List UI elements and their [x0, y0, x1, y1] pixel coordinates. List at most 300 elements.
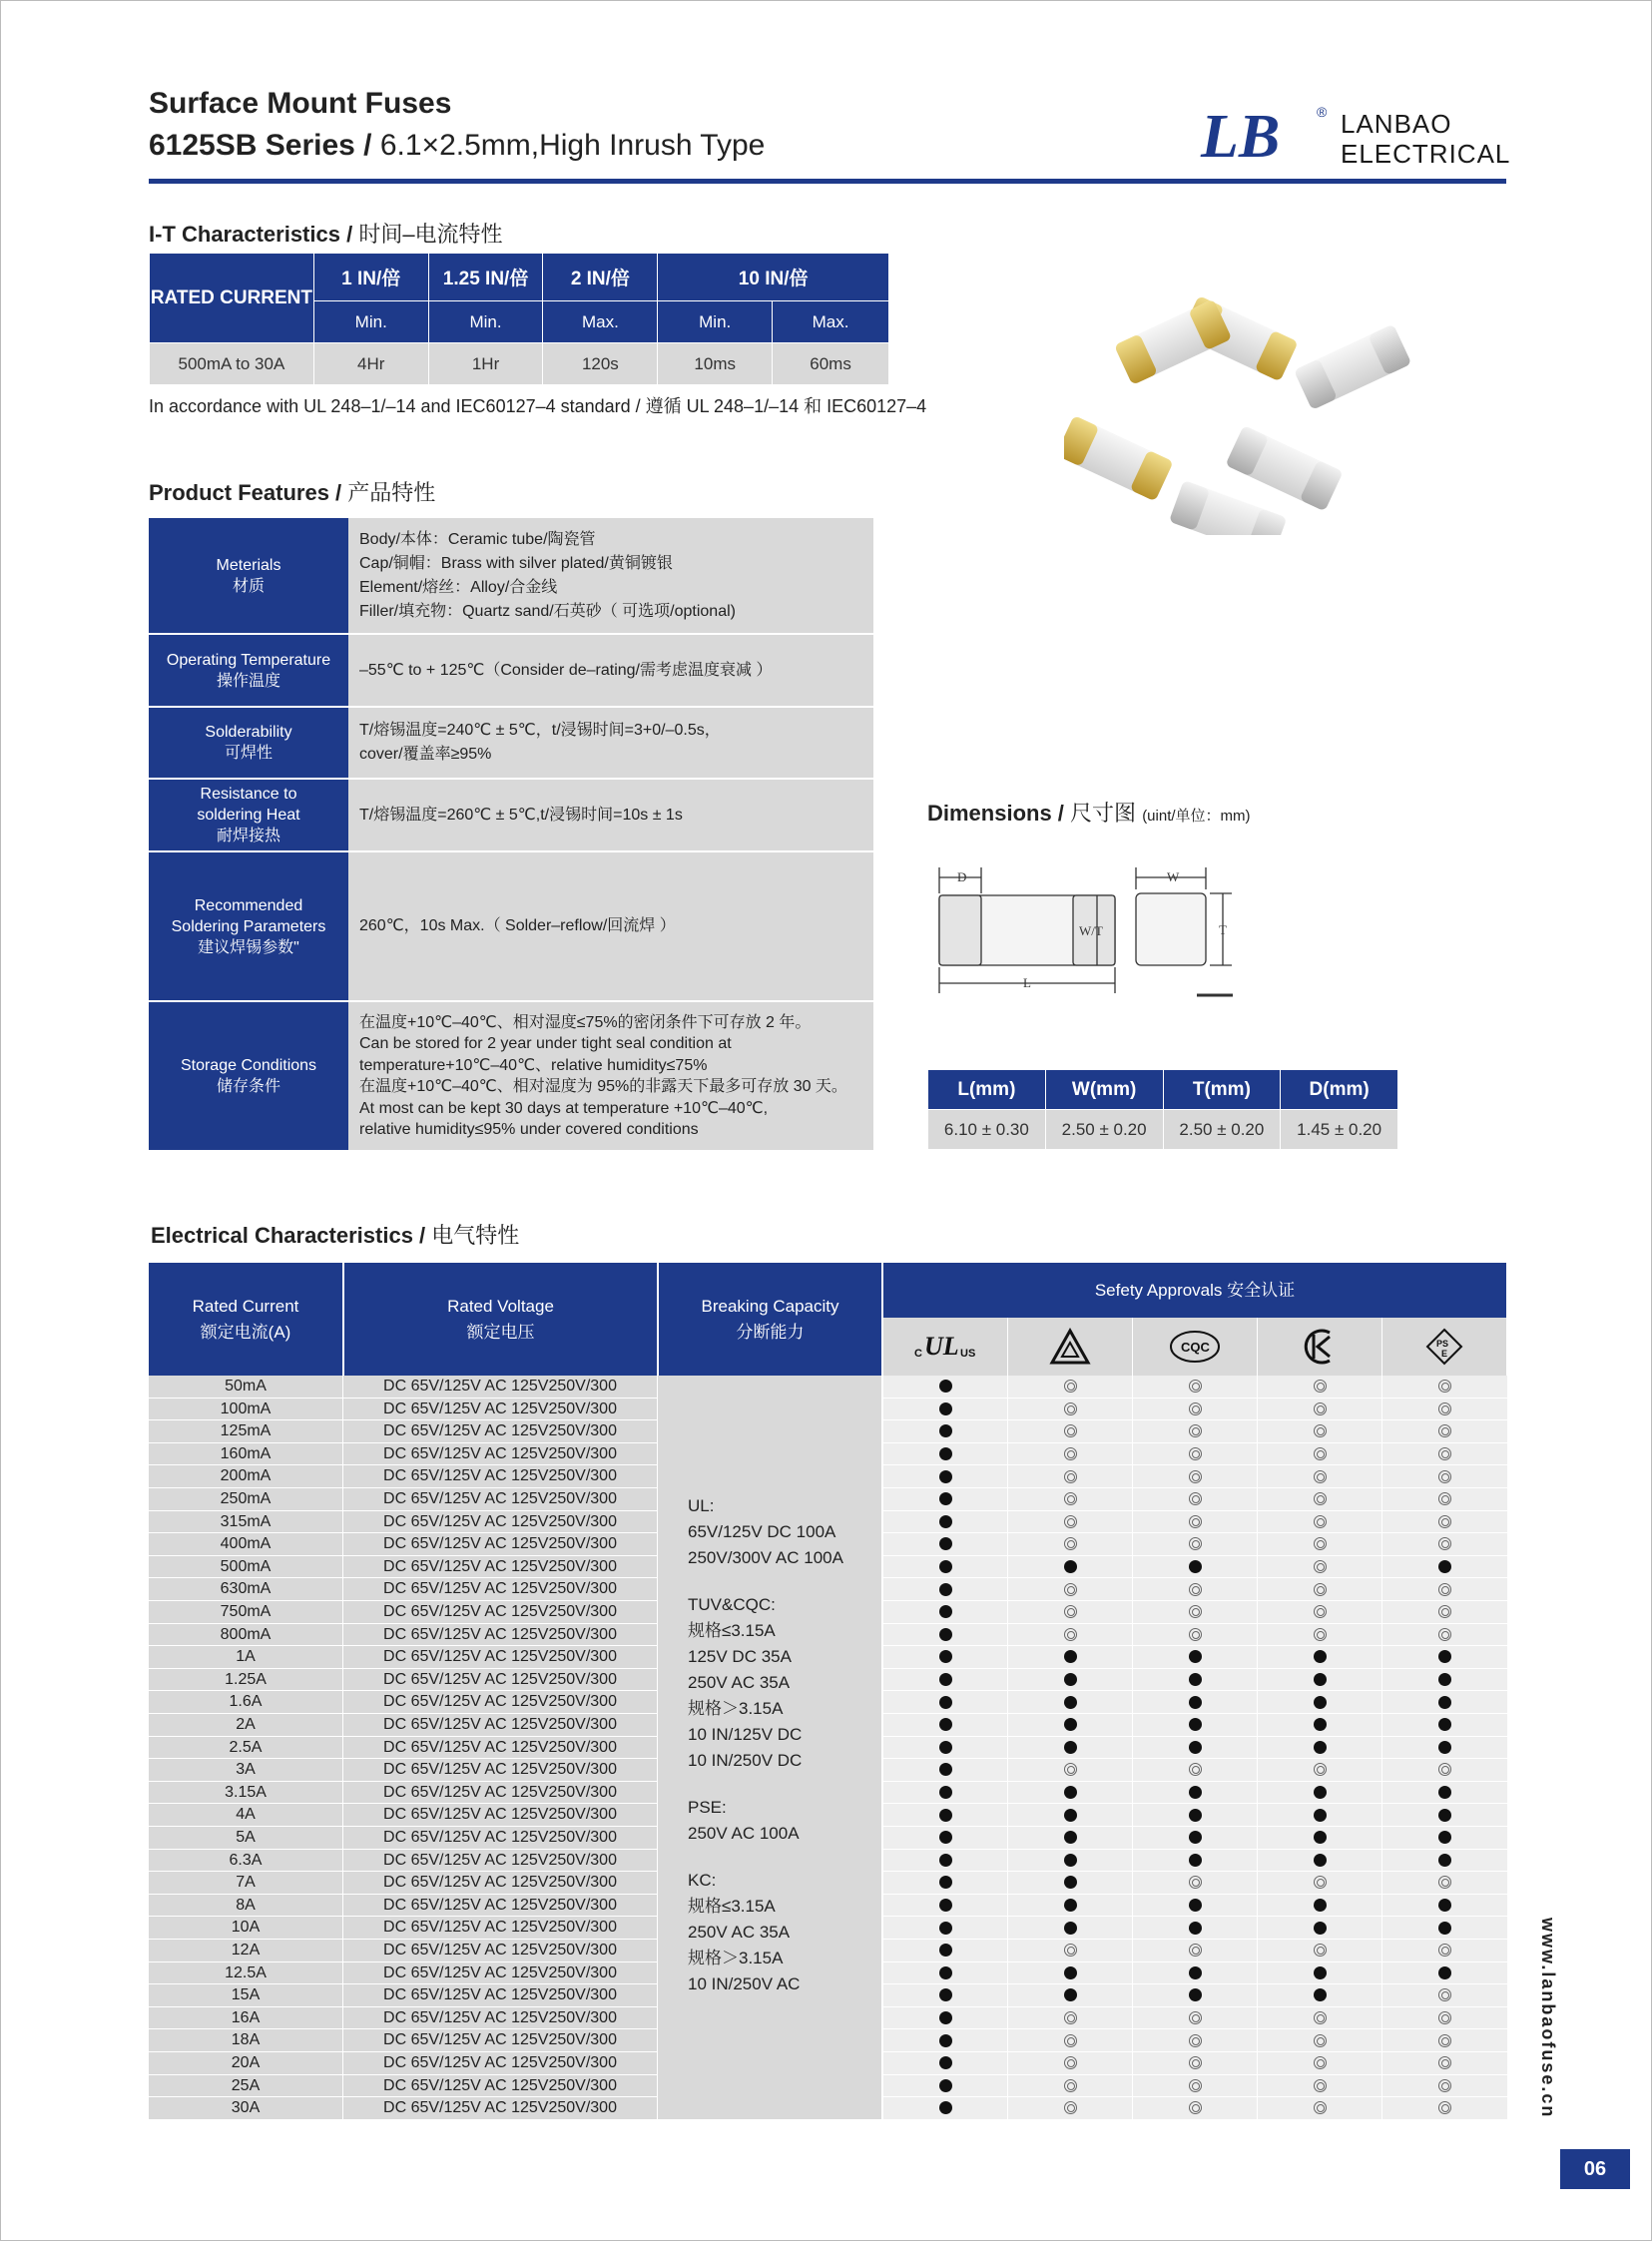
- features-table: [149, 518, 873, 1152]
- approval-cell: [1007, 1556, 1133, 1578]
- approval-cell: [1257, 1804, 1382, 1826]
- optional-ring-icon: [1314, 2011, 1327, 2024]
- approved-dot-icon: [939, 1854, 952, 1867]
- optional-ring-icon: [1438, 1470, 1451, 1483]
- approval-cell: [1007, 1940, 1133, 1961]
- approval-cell: [1257, 2007, 1382, 2029]
- approval-cell: [882, 2052, 1008, 2074]
- dimension-drawing: [927, 859, 1247, 1004]
- approved-dot-icon: [939, 1650, 952, 1663]
- approval-cell: [1257, 1782, 1382, 1804]
- optional-ring-icon: [1438, 1537, 1451, 1550]
- rated-current-cell: 250mA: [149, 1488, 342, 1510]
- approval-cell: [1132, 1624, 1258, 1646]
- approval-cell: [1381, 1420, 1507, 1442]
- optional-ring-icon: [1189, 1447, 1202, 1460]
- breaking-capacity-line: [688, 1847, 881, 1868]
- optional-ring-icon: [1064, 1515, 1077, 1528]
- approved-dot-icon: [1189, 1809, 1202, 1822]
- approval-cell: [1007, 2007, 1133, 2029]
- approval-cell: [1257, 1850, 1382, 1872]
- approval-cell: [882, 1962, 1008, 1984]
- optional-ring-icon: [1438, 1447, 1451, 1460]
- approved-dot-icon: [1189, 1966, 1202, 1979]
- series-subtitle: 6.1×2.5mm,High Inrush Type: [379, 129, 766, 162]
- approved-dot-icon: [939, 1988, 952, 2001]
- optional-ring-icon: [1064, 2101, 1077, 2114]
- breaking-capacity-line: 规格＞3.15A: [688, 1949, 784, 1967]
- col-rated-voltage: Rated Voltage 额定电压: [343, 1263, 657, 1376]
- breaking-capacity-line: 规格≤3.15A: [688, 1897, 776, 1916]
- approved-dot-icon: [1438, 1966, 1451, 1979]
- approval-cell: [1381, 1782, 1507, 1804]
- optional-ring-icon: [1438, 1763, 1451, 1776]
- approved-dot-icon: [939, 1424, 952, 1437]
- optional-ring-icon: [1314, 1537, 1327, 1550]
- it-value: 4Hr: [313, 343, 428, 385]
- approved-dot-icon: [939, 1741, 952, 1754]
- rated-voltage-cell: DC 65V/125V AC 125V250V/300: [342, 1917, 657, 1939]
- header-divider: [149, 179, 1506, 184]
- brand-line1: LANBAO: [1341, 109, 1452, 139]
- approval-cell: [1381, 1646, 1507, 1668]
- dim-header: W(mm): [1045, 1070, 1163, 1110]
- approval-cell: [1132, 1669, 1258, 1691]
- optional-ring-icon: [1189, 1605, 1202, 1618]
- rated-voltage-cell: DC 65V/125V AC 125V250V/300: [342, 1984, 657, 2006]
- approval-cell: [1381, 1737, 1507, 1759]
- approved-dot-icon: [1064, 1809, 1077, 1822]
- approval-cell: [1132, 1533, 1258, 1555]
- approved-dot-icon: [1438, 1560, 1451, 1573]
- rated-current-cell: 100mA: [149, 1399, 342, 1420]
- it-sub: Max.: [773, 301, 889, 343]
- approval-cell: [1007, 1669, 1133, 1691]
- svg-text:C: C: [914, 1348, 922, 1360]
- approval-cell: [1132, 1443, 1258, 1465]
- optional-ring-icon: [1314, 1628, 1327, 1641]
- approval-cell: [1257, 1917, 1382, 1939]
- approval-cell: [1381, 2029, 1507, 2051]
- approved-dot-icon: [1438, 1673, 1451, 1686]
- website-url[interactable]: www.lanbaofuse.cn: [1538, 1918, 1558, 2119]
- approval-cell: [1132, 1691, 1258, 1713]
- approval-cell: [882, 1804, 1008, 1826]
- rated-current-cell: 1A: [149, 1646, 342, 1668]
- optional-ring-icon: [1438, 2011, 1451, 2024]
- approved-dot-icon: [939, 1899, 952, 1912]
- approval-cell: [1257, 2075, 1382, 2097]
- optional-ring-icon: [1314, 2079, 1327, 2092]
- approval-cell: [1007, 1646, 1133, 1668]
- rated-voltage-cell: DC 65V/125V AC 125V250V/300: [342, 1737, 657, 1759]
- feature-value: 260℃，10s Max.（ Solder–reflow/回流焊 ）: [348, 851, 873, 1001]
- approval-cell: [1007, 1533, 1133, 1555]
- approval-cell: [1257, 1533, 1382, 1555]
- approval-cell: [1132, 1804, 1258, 1826]
- optional-ring-icon: [1064, 2034, 1077, 2047]
- optional-ring-icon: [1438, 1988, 1451, 2001]
- rated-current-cell: 6.3A: [149, 1850, 342, 1872]
- optional-ring-icon: [1314, 1876, 1327, 1889]
- svg-text:®: ®: [1317, 104, 1328, 120]
- approval-cell: [1132, 2029, 1258, 2051]
- approval-cell: [1132, 1714, 1258, 1736]
- approval-cell: [1257, 1624, 1382, 1646]
- optional-ring-icon: [1189, 2101, 1202, 2114]
- optional-ring-icon: [1438, 2101, 1451, 2114]
- optional-ring-icon: [1314, 1470, 1327, 1483]
- rated-current-cell: 1.25A: [149, 1669, 342, 1691]
- approval-cell: [1007, 1511, 1133, 1533]
- rated-current-cell: 500mA: [149, 1556, 342, 1578]
- approved-dot-icon: [939, 2034, 952, 2047]
- rated-voltage-cell: DC 65V/125V AC 125V250V/300: [342, 1624, 657, 1646]
- optional-ring-icon: [1189, 1876, 1202, 1889]
- feature-label: Resistance to soldering Heat 耐焊接热: [149, 779, 348, 851]
- it-value: 60ms: [773, 343, 889, 385]
- approval-cell: [1257, 1872, 1382, 1894]
- approved-dot-icon: [1189, 1718, 1202, 1731]
- it-col-1: 1 IN/倍: [313, 254, 428, 301]
- rated-voltage-cell: DC 65V/125V AC 125V250V/300: [342, 1782, 657, 1804]
- dim-label-w: W: [1167, 869, 1180, 884]
- rated-current-cell: 400mA: [149, 1533, 342, 1555]
- it-value: 10ms: [658, 343, 773, 385]
- optional-ring-icon: [1064, 1944, 1077, 1957]
- col-safety-approvals: Sefety Approvals 安全认证: [882, 1263, 1506, 1318]
- approval-cell: [1381, 1804, 1507, 1826]
- approved-dot-icon: [1189, 1673, 1202, 1686]
- approval-cell: [1257, 1465, 1382, 1487]
- approved-dot-icon: [1314, 1922, 1327, 1935]
- feature-label: Operating Temperature 操作温度: [149, 634, 348, 707]
- optional-ring-icon: [1438, 2079, 1451, 2092]
- breaking-capacity-line: TUV&CQC:: [688, 1595, 776, 1614]
- approved-dot-icon: [939, 1876, 952, 1889]
- approved-dot-icon: [939, 1831, 952, 1844]
- rated-voltage-cell: DC 65V/125V AC 125V250V/300: [342, 1646, 657, 1668]
- approval-cell: [1007, 1850, 1133, 1872]
- feature-value: 在温度+10℃–40℃、相对湿度≤75%的密闭条件下可存放 2 年。 Can be stored for 2 year under tight seal condition at temperature+10℃–40℃、relative humidity≤75% 在温度+10℃–40℃、相对湿度为 95%的非露天下最多可存放 30 天。 At most can be kept 30 days at temperature +10℃–40℃, relative humidity≤95% under covered conditions: [348, 1001, 873, 1151]
- approval-cell: [882, 1556, 1008, 1578]
- rated-voltage-cell: DC 65V/125V AC 125V250V/300: [342, 1872, 657, 1894]
- approval-cell: [1007, 1465, 1133, 1487]
- optional-ring-icon: [1314, 1492, 1327, 1505]
- optional-ring-icon: [1438, 1515, 1451, 1528]
- approval-cell: [1381, 1669, 1507, 1691]
- approved-dot-icon: [1064, 1673, 1077, 1686]
- approval-cell: [882, 1465, 1008, 1487]
- feature-value: T/熔锡温度=240℃ ± 5℃，t/浸锡时间=3+0/–0.5s， cover/覆盖率≥95%: [348, 707, 873, 779]
- rated-current-cell: 2A: [149, 1714, 342, 1736]
- optional-ring-icon: [1438, 1876, 1451, 1889]
- it-col-2: 1.25 IN/倍: [428, 254, 543, 301]
- approval-cell: [1381, 1399, 1507, 1420]
- approval-cell: [1132, 1556, 1258, 1578]
- approval-cell: [1257, 1601, 1382, 1623]
- approved-dot-icon: [1064, 1876, 1077, 1889]
- rated-voltage-cell: DC 65V/125V AC 125V250V/300: [342, 1691, 657, 1713]
- breaking-capacity-line: [688, 1774, 881, 1795]
- optional-ring-icon: [1438, 1424, 1451, 1437]
- rated-voltage-cell: DC 65V/125V AC 125V250V/300: [342, 2029, 657, 2051]
- optional-ring-icon: [1064, 2011, 1077, 2024]
- optional-ring-icon: [1189, 2034, 1202, 2047]
- rated-voltage-cell: DC 65V/125V AC 125V250V/300: [342, 1465, 657, 1487]
- optional-ring-icon: [1064, 1447, 1077, 1460]
- series-title: [149, 129, 765, 163]
- breaking-capacity-line: 10 IN/125V DC: [688, 1725, 803, 1744]
- approval-cell: [1007, 1895, 1133, 1917]
- approval-cell: [1132, 1984, 1258, 2006]
- svg-text:US: US: [960, 1348, 976, 1360]
- optional-ring-icon: [1064, 1537, 1077, 1550]
- approved-dot-icon: [1189, 1560, 1202, 1573]
- breaking-capacity-line: 250V AC 35A: [688, 1673, 791, 1692]
- breaking-capacity-line: 250V AC 35A: [688, 1923, 791, 1942]
- approval-cell: [1132, 1962, 1258, 1984]
- approved-dot-icon: [1314, 1988, 1327, 2001]
- approval-cell: [882, 1872, 1008, 1894]
- kc-icon: [1257, 1318, 1381, 1376]
- approval-cell: [882, 1420, 1008, 1442]
- optional-ring-icon: [1189, 1537, 1202, 1550]
- it-sub: Min.: [658, 301, 773, 343]
- approved-dot-icon: [1064, 1966, 1077, 1979]
- approved-dot-icon: [1314, 1899, 1327, 1912]
- rated-voltage-cell: DC 65V/125V AC 125V250V/300: [342, 1714, 657, 1736]
- feature-value: T/熔锡温度=260℃ ± 5℃,t/浸锡时间=10s ± 1s: [348, 779, 873, 851]
- rated-voltage-cell: DC 65V/125V AC 125V250V/300: [342, 1827, 657, 1849]
- rated-voltage-cell: DC 65V/125V AC 125V250V/300: [342, 1804, 657, 1826]
- rated-voltage-cell: DC 65V/125V AC 125V250V/300: [342, 1399, 657, 1420]
- approved-dot-icon: [1438, 1899, 1451, 1912]
- optional-ring-icon: [1438, 2056, 1451, 2069]
- dim-value: 2.50 ± 0.20: [1045, 1110, 1163, 1150]
- approval-cell: [1257, 2097, 1382, 2119]
- approval-cell: [882, 1488, 1008, 1510]
- approved-dot-icon: [1438, 1696, 1451, 1709]
- breaking-capacity-line: 规格≤3.15A: [688, 1621, 776, 1640]
- approval-cell: [1132, 2075, 1258, 2097]
- approval-cell: [1007, 1624, 1133, 1646]
- approval-cell: [1007, 2097, 1133, 2119]
- approval-cell: [882, 1895, 1008, 1917]
- breaking-capacity-line: [688, 1571, 881, 1592]
- approval-cell: [882, 1601, 1008, 1623]
- approved-dot-icon: [939, 1786, 952, 1799]
- approval-cell: [1007, 1782, 1133, 1804]
- breaking-capacity-line: 125V DC 35A: [688, 1647, 792, 1666]
- approved-dot-icon: [1064, 1650, 1077, 1663]
- approval-cell: [882, 1850, 1008, 1872]
- approval-cell: [1132, 1488, 1258, 1510]
- dimensions-table: [927, 1069, 1398, 1150]
- approved-dot-icon: [1189, 1831, 1202, 1844]
- rated-current-cell: 800mA: [149, 1624, 342, 1646]
- optional-ring-icon: [1314, 2056, 1327, 2069]
- rated-voltage-cell: DC 65V/125V AC 125V250V/300: [342, 1578, 657, 1600]
- approved-dot-icon: [1438, 1650, 1451, 1663]
- brand-line2: ELECTRICAL: [1341, 139, 1511, 169]
- optional-ring-icon: [1189, 1470, 1202, 1483]
- approval-cell: [1257, 2052, 1382, 2074]
- approved-dot-icon: [1438, 1831, 1451, 1844]
- approved-dot-icon: [1064, 1899, 1077, 1912]
- approved-dot-icon: [939, 2011, 952, 2024]
- rated-voltage-cell: DC 65V/125V AC 125V250V/300: [342, 1601, 657, 1623]
- it-section-title: I-T Characteristics / 时间–电流特性: [149, 222, 503, 247]
- approved-dot-icon: [939, 1763, 952, 1776]
- svg-text:PS: PS: [1436, 1339, 1449, 1349]
- approved-dot-icon: [1189, 1854, 1202, 1867]
- approval-cell: [1007, 1804, 1133, 1826]
- approval-cell: [1381, 1714, 1507, 1736]
- rated-current-cell: 8A: [149, 1895, 342, 1917]
- rated-voltage-cell: DC 65V/125V AC 125V250V/300: [342, 1759, 657, 1781]
- breaking-capacity-line: 250V AC 100A: [688, 1824, 800, 1843]
- approval-cell: [1007, 1984, 1133, 2006]
- approved-dot-icon: [939, 1492, 952, 1505]
- optional-ring-icon: [1314, 1447, 1327, 1460]
- approval-cell: [1257, 1399, 1382, 1420]
- approval-cell: [1257, 1962, 1382, 1984]
- tuv-triangle-icon: [1007, 1318, 1132, 1376]
- approval-cell: [1381, 1691, 1507, 1713]
- optional-ring-icon: [1438, 1944, 1451, 1957]
- approval-cell: [1132, 1759, 1258, 1781]
- breaking-capacity-line: 10 IN/250V AC: [688, 1974, 801, 1993]
- rated-current-cell: 20A: [149, 2052, 342, 2074]
- approval-cell: [1381, 1376, 1507, 1398]
- approval-cell: [1257, 1691, 1382, 1713]
- approval-cell: [882, 1399, 1008, 1420]
- approval-cell: [882, 2075, 1008, 2097]
- approved-dot-icon: [1314, 1966, 1327, 1979]
- approval-cell: [882, 1759, 1008, 1781]
- approval-cell: [1132, 2052, 1258, 2074]
- rated-voltage-cell: DC 65V/125V AC 125V250V/300: [342, 1533, 657, 1555]
- approved-dot-icon: [1189, 1650, 1202, 1663]
- approval-cell: [1381, 2097, 1507, 2119]
- approved-dot-icon: [1314, 1741, 1327, 1754]
- approval-cell: [1381, 1895, 1507, 1917]
- approval-cell: [882, 1827, 1008, 1849]
- optional-ring-icon: [1314, 1763, 1327, 1776]
- rated-current-cell: 16A: [149, 2007, 342, 2029]
- approval-cell: [1132, 1917, 1258, 1939]
- approval-cell: [882, 1669, 1008, 1691]
- approval-cell: [1257, 1578, 1382, 1600]
- dim-header: D(mm): [1281, 1070, 1398, 1110]
- approval-cell: [882, 1533, 1008, 1555]
- rated-current-cell: 160mA: [149, 1443, 342, 1465]
- approval-cell: [1132, 2007, 1258, 2029]
- optional-ring-icon: [1314, 1560, 1327, 1573]
- optional-ring-icon: [1189, 1515, 1202, 1528]
- approval-cell: [1381, 1556, 1507, 1578]
- feature-label: Meterials 材质: [149, 518, 348, 634]
- optional-ring-icon: [1064, 1492, 1077, 1505]
- dim-label-t: T: [1219, 922, 1227, 937]
- approval-cell: [1132, 1399, 1258, 1420]
- brand-name: [1341, 109, 1510, 169]
- optional-ring-icon: [1189, 1944, 1202, 1957]
- optional-ring-icon: [1314, 1402, 1327, 1415]
- breaking-capacity-line: 250V/300V AC 100A: [688, 1548, 843, 1567]
- rated-current-cell: 750mA: [149, 1601, 342, 1623]
- approval-cell: [1132, 1646, 1258, 1668]
- rated-current-cell: 315mA: [149, 1511, 342, 1533]
- approval-cell: [882, 1578, 1008, 1600]
- approval-cell: [1132, 1465, 1258, 1487]
- approved-dot-icon: [1314, 1673, 1327, 1686]
- approved-dot-icon: [939, 2056, 952, 2069]
- approval-cell: [1381, 1511, 1507, 1533]
- optional-ring-icon: [1438, 1628, 1451, 1641]
- breaking-capacity-line: 10 IN/250V DC: [688, 1751, 803, 1770]
- approval-cell: [882, 2097, 1008, 2119]
- rated-current-header: RATED CURRENT: [150, 254, 314, 343]
- approved-dot-icon: [939, 1447, 952, 1460]
- optional-ring-icon: [1314, 1605, 1327, 1618]
- optional-ring-icon: [1064, 2079, 1077, 2092]
- rated-voltage-cell: DC 65V/125V AC 125V250V/300: [342, 1850, 657, 1872]
- approved-dot-icon: [1438, 1741, 1451, 1754]
- approval-cell: [1257, 2029, 1382, 2051]
- rated-voltage-cell: DC 65V/125V AC 125V250V/300: [342, 2075, 657, 2097]
- approved-dot-icon: [1314, 1786, 1327, 1799]
- feature-label: Solderability 可焊性: [149, 707, 348, 779]
- feature-value: Body/本体：Ceramic tube/陶瓷管 Cap/铜帽：Brass with silver plated/黄铜镀银 Element/熔丝：Alloy/合金线 Filler/填充物：Quartz sand/石英砂（ 可选项/optional): [348, 518, 873, 634]
- approval-cell: [1132, 1940, 1258, 1961]
- approved-dot-icon: [1438, 1718, 1451, 1731]
- approved-dot-icon: [939, 1966, 952, 1979]
- optional-ring-icon: [1064, 1628, 1077, 1641]
- rated-current-cell: 3.15A: [149, 1782, 342, 1804]
- rated-voltage-cell: DC 65V/125V AC 125V250V/300: [342, 1556, 657, 1578]
- approved-dot-icon: [1064, 1696, 1077, 1709]
- approval-cell: [1007, 1601, 1133, 1623]
- approval-cell: [1007, 1962, 1133, 1984]
- feature-value: –55℃ to + 125℃（Consider de–rating/需考虑温度衰减 ）: [348, 634, 873, 707]
- rated-current-cell: 15A: [149, 1984, 342, 2006]
- approval-cell: [882, 1511, 1008, 1533]
- approval-cell: [1257, 1376, 1382, 1398]
- approval-cell: [1381, 1827, 1507, 1849]
- approval-cell: [1132, 1578, 1258, 1600]
- feature-label: Storage Conditions 储存条件: [149, 1001, 348, 1151]
- approved-dot-icon: [939, 1470, 952, 1483]
- rated-voltage-cell: DC 65V/125V AC 125V250V/300: [342, 1669, 657, 1691]
- approved-dot-icon: [939, 1809, 952, 1822]
- optional-ring-icon: [1438, 1380, 1451, 1393]
- optional-ring-icon: [1189, 2011, 1202, 2024]
- approved-dot-icon: [939, 1583, 952, 1596]
- cqc-icon: [1132, 1318, 1257, 1376]
- approval-cell: [1381, 1917, 1507, 1939]
- optional-ring-icon: [1189, 1424, 1202, 1437]
- rated-voltage-cell: DC 65V/125V AC 125V250V/300: [342, 1940, 657, 1961]
- approved-dot-icon: [939, 1380, 952, 1393]
- svg-text:UL: UL: [924, 1332, 959, 1361]
- optional-ring-icon: [1314, 2101, 1327, 2114]
- approval-cell: [1381, 1601, 1507, 1623]
- approval-cell: [1257, 1556, 1382, 1578]
- approval-cell: [1007, 1759, 1133, 1781]
- rated-current-cell: 12A: [149, 1940, 342, 1961]
